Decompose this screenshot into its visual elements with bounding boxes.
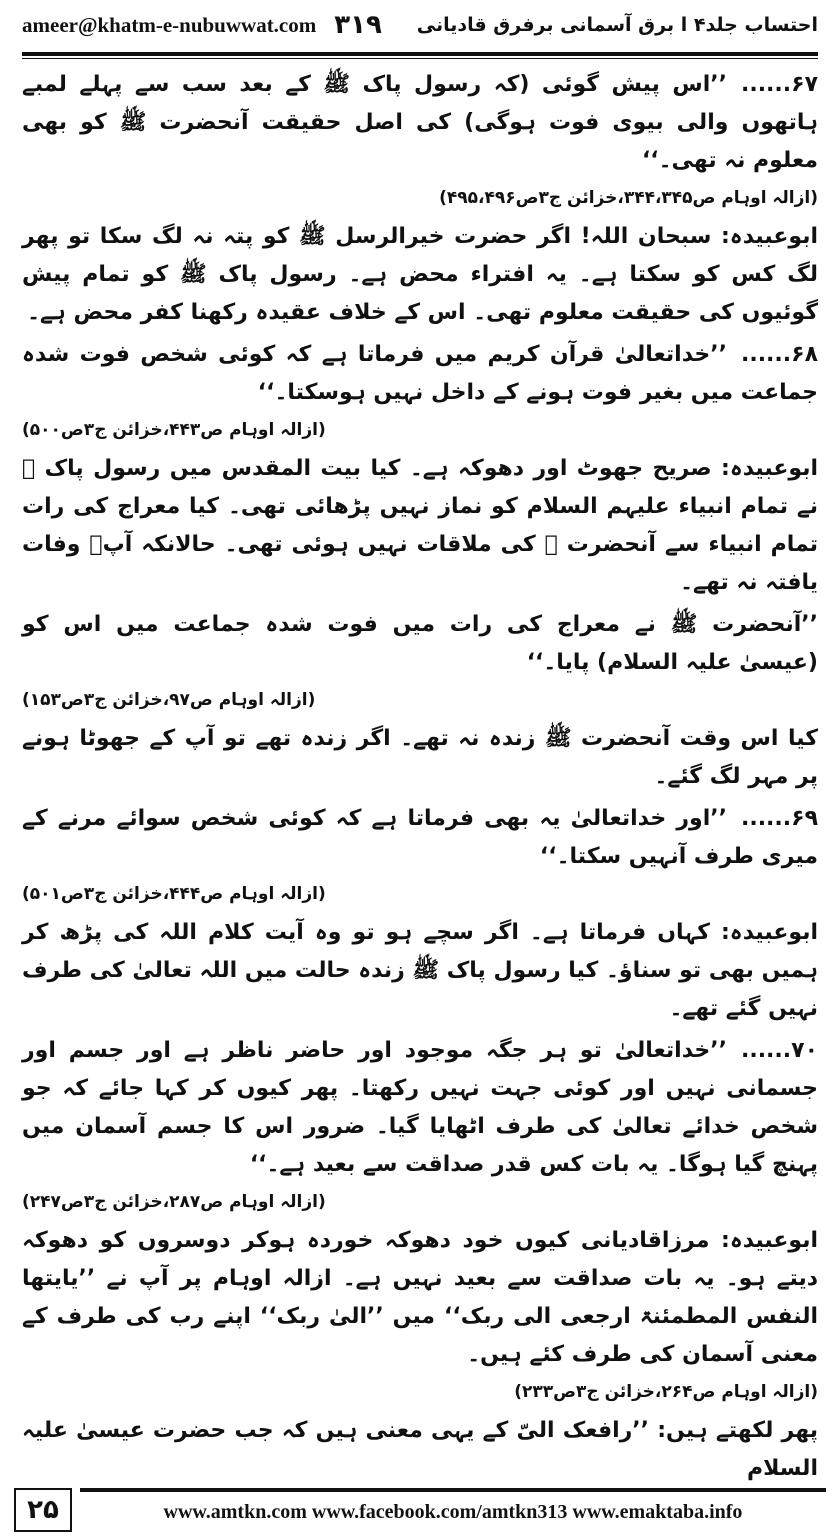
paragraph-number: ۶۷...... [740, 72, 818, 97]
footer-page-number: ۲۵ [14, 1488, 72, 1532]
reference: (ازالہ اوہام ص۲۶۴،خزائن ج۳ص۲۳۳) [514, 1382, 818, 1402]
paragraph-response: ابوعبیدہ: کہاں فرماتا ہے۔ اگر سچے ہو تو وہ آیت کلام اللہ کی پڑھ کر ہمیں بھی تو سناؤ۔ کیا رسول پاک ﷺ زندہ حالت میں اللہ تعالیٰ کی طرف نہیں گئے تھے۔ [22, 920, 818, 1021]
reference: (ازالہ اوہام ص۴۴۴،خزائن ج۳ص۵۰۱) [22, 884, 326, 904]
reference: (ازالہ اوہام ص۲۸۷،خزائن ج۳ص۲۴۷) [22, 1192, 326, 1212]
paragraph-text: ’’اس پیش گوئی (کہ رسول پاک ﷺ کے بعد سب سے پہلے لمبے ہاتھوں والی بیوی فوت ہوگی) کی اصل حقیقت آنحضرت ﷺ کو بھی معلوم نہ تھی۔‘‘ [22, 72, 818, 173]
header-divider [22, 52, 818, 59]
paragraph-response: ابوعبیدہ: سبحان اللہ! اگر حضرت خیرالرسل ﷺ کو پتہ نہ لگ سکا تو پھر لگ کس کو سکتا ہے۔ یہ افتراء محض ہے۔ رسول پاک ﷺ کو تمام پیش گوئیوں کی حقیقت معلوم تھی۔ اس کے خلاف عقیدہ رکھنا کفر محض ہے۔ [22, 224, 818, 325]
paragraph-68 [22, 336, 818, 412]
header-page-number: ۳۱۹ [334, 10, 382, 40]
footer-links: www.amtkn.com www.facebook.com/amtkn313 www.emaktaba.info [80, 1488, 826, 1532]
page-body [22, 66, 818, 1481]
paragraph-number: ۷۰...... [740, 1038, 818, 1063]
paragraph-response: ابوعبیدہ: مرزاقادیانی کیوں خود دھوکہ خوردہ ہوکر دوسروں کو دھوکہ دیتے ہو۔ یہ بات صداقت سے بعید نہیں ہے۔ ازالہ اوہام پر آپ نے ’’یایتھا النفس المطمئنۃ ارجعی الی ربک‘‘ میں ’’الیٰ ربک‘‘ اپنے رب کی طرف کے معنی آسمان کی طرف کئے ہیں۔ [22, 1228, 818, 1367]
reference: (ازالہ اوہام ص۳۴۴،۳۴۵،خزائن ج۳ص۴۹۵،۴۹۶) [439, 188, 818, 208]
reference: (ازالہ اوہام ص۹۷،خزائن ج۳ص۱۵۳) [22, 690, 316, 710]
paragraph-70 [22, 1032, 818, 1184]
header-book-title: احتساب جلد۴ ا برق آسمانی برفرق قادیانی [416, 14, 818, 36]
page-footer [14, 1486, 826, 1532]
paragraph-response: کیا اس وقت آنحضرت ﷺ زندہ نہ تھے۔ اگر زندہ تھے تو آپ کے جھوٹا ہونے پر مہر لگ گئے۔ [22, 726, 818, 789]
paragraph-text: ’’اور خداتعالیٰ یہ بھی فرماتا ہے کہ کوئی شخص سوائے مرنے کے میری طرف آنہیں سکتا۔‘‘ [22, 806, 818, 869]
paragraph-quote: ’’آنحضرت ﷺ نے معراج کی رات میں فوت شدہ جماعت میں اس کو (عیسیٰ علیہ السلام) پایا۔‘‘ [22, 612, 818, 675]
paragraph-number: ۶۹...... [740, 806, 818, 831]
reference: (ازالہ اوہام ص۴۴۳،خزائن ج۳ص۵۰۰) [22, 420, 326, 440]
paragraph-number: ۶۸...... [740, 342, 818, 367]
page-header [22, 0, 818, 50]
header-email: ameer@khatm-e-nubuwwat.com [22, 12, 317, 37]
header-left [22, 10, 382, 40]
paragraph-response: ابوعبیدہ: صریح جھوٹ اور دھوکہ ہے۔ کیا بیت المقدس میں رسول پاک ﷺ نے تمام انبیاء علیہم السلام کو نماز نہیں پڑھائی تھی۔ کیا معراج کی رات تمام انبیاء سے آنحضرت ﷺ کی ملاقات نہیں ہوئی تھی۔ حالانکہ آپؐ وفات یافتہ نہ تھے۔ [22, 456, 818, 595]
paragraph-69 [22, 800, 818, 876]
paragraph-text: ’’خداتعالیٰ قرآن کریم میں فرماتا ہے کہ کوئی شخص فوت شدہ جماعت میں بغیر فوت ہونے کے داخل نہیں ہوسکتا۔‘‘ [22, 342, 818, 405]
paragraph-67 [22, 66, 818, 180]
paragraph-text: ’’خداتعالیٰ تو ہر جگہ موجود اور حاضر ناظر ہے اور جسم اور جسمانی نہیں اور کوئی جہت نہیں رکھتا۔ پھر کیوں کر کہا جائے کہ جو شخص خدائے تعالیٰ کی طرف اٹھایا گیا۔ ضرور اس کا جسم آسمان میں پہنچ گیا ہوگا۔ یہ بات کس قدر صداقت سے بعید ہے۔‘‘ [22, 1038, 818, 1177]
paragraph-continuation: پھر لکھتے ہیں: ’’رافعک الیّ کے یہی معنی ہیں کہ جب حضرت عیسیٰ علیہ السلام [22, 1418, 818, 1481]
